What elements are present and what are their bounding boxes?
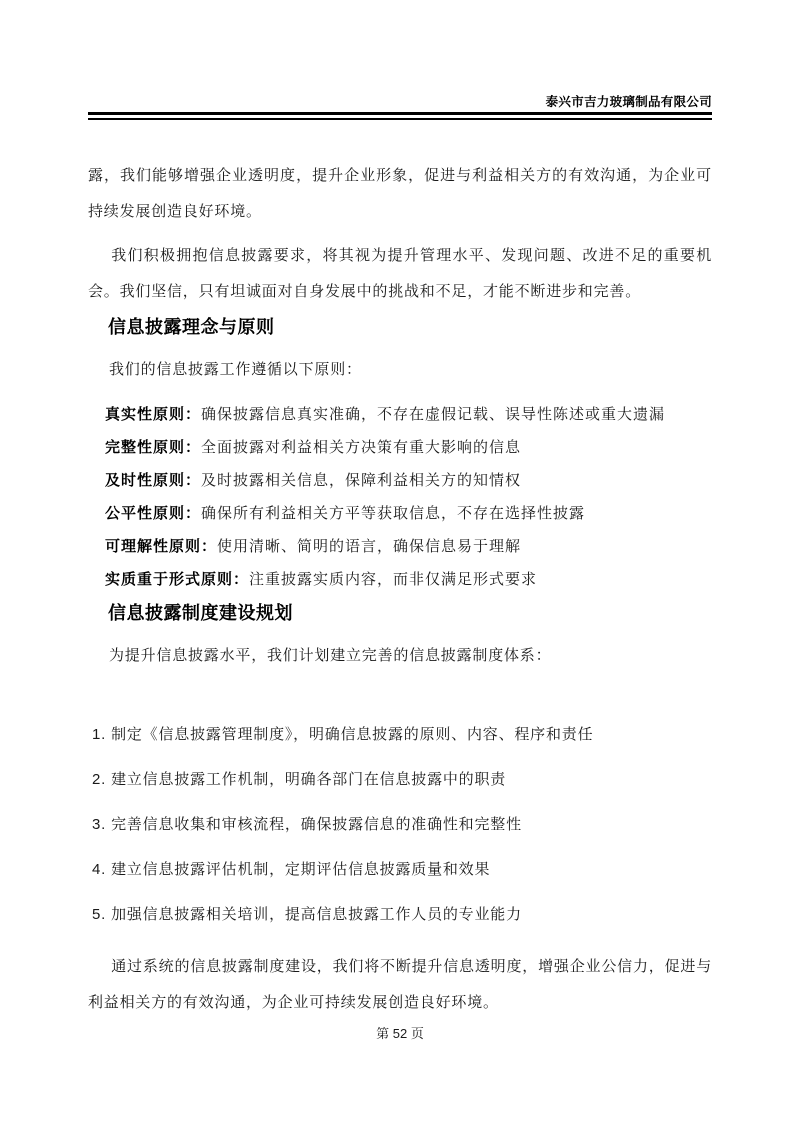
- system-plan-intro: 为提升信息披露水平，我们计划建立完善的信息披露制度体系：: [109, 647, 552, 664]
- principle-label: 可理解性原则：: [105, 538, 218, 555]
- section-title-principles: 信息披露理念与原则: [108, 317, 275, 337]
- paragraph-continuation: 露，我们能够增强企业透明度，提升企业形象，促进与利益相关方的有效沟通，为企业可持续发展创造良好环境。: [88, 167, 712, 220]
- company-name: 泰兴市吉力玻璃制品有限公司: [545, 95, 712, 109]
- list-item: 1. 制定《信息披露管理制度》，明确信息披露的原则、内容、程序和责任: [92, 726, 594, 743]
- principles-intro: 我们的信息披露工作遵循以下原则：: [109, 361, 362, 378]
- principle-text: 确保披露信息真实准确，不存在虚假记载、误导性陈述或重大遗漏: [201, 406, 666, 423]
- list-item: 5. 加强信息披露相关培训，提高信息披露工作人员的专业能力: [92, 906, 522, 923]
- principle-item: [105, 530, 712, 563]
- numbered-list: [92, 724, 712, 926]
- principle-text: 使用清晰、简明的语言，确保信息易于理解: [217, 538, 522, 555]
- page-number: 第 52 页: [376, 1026, 424, 1041]
- principle-item: [105, 431, 712, 464]
- principle-label: 及时性原则：: [105, 472, 202, 489]
- list-item: 3. 完善信息收集和审核流程，确保披露信息的准确性和完整性: [92, 816, 522, 833]
- principles-list: [105, 398, 712, 596]
- principle-label: 公平性原则：: [105, 505, 202, 522]
- principle-text: 全面披露对利益相关方决策有重大影响的信息: [201, 439, 522, 456]
- header-rule: [88, 112, 712, 120]
- principle-text: 确保所有利益相关方平等获取信息，不存在选择性披露: [201, 505, 586, 522]
- principle-label: 实质重于形式原则：: [105, 571, 250, 588]
- list-item: 4. 建立信息披露评估机制，定期评估信息披露质量和效果: [92, 861, 491, 878]
- principle-text: 注重披露实质内容，而非仅满足形式要求: [249, 571, 538, 588]
- principle-item: [105, 398, 712, 431]
- principle-item: [105, 497, 712, 530]
- page-header: [88, 0, 712, 120]
- list-item: 2. 建立信息披露工作机制，明确各部门在信息披露中的职责: [92, 771, 507, 788]
- principle-item: [105, 464, 712, 497]
- closing-paragraph: 通过系统的信息披露制度建设，我们将不断提升信息透明度，增强企业公信力，促进与利益相关方的有效沟通，为企业可持续发展创造良好环境。: [88, 958, 712, 1011]
- principle-text: 及时披露相关信息，保障利益相关方的知情权: [201, 472, 522, 489]
- document-body: [88, 158, 712, 1043]
- paragraph-embrace: 我们积极拥抱信息披露要求，将其视为提升管理水平、发现问题、改进不足的重要机会。我们坚信，只有坦诚面对自身发展中的挑战和不足，才能不断进步和完善。: [88, 247, 712, 300]
- section-title-system-plan: 信息披露制度建设规划: [108, 603, 293, 623]
- principle-label: 真实性原则：: [105, 406, 202, 423]
- principle-label: 完整性原则：: [105, 439, 202, 456]
- principle-item: [105, 563, 712, 596]
